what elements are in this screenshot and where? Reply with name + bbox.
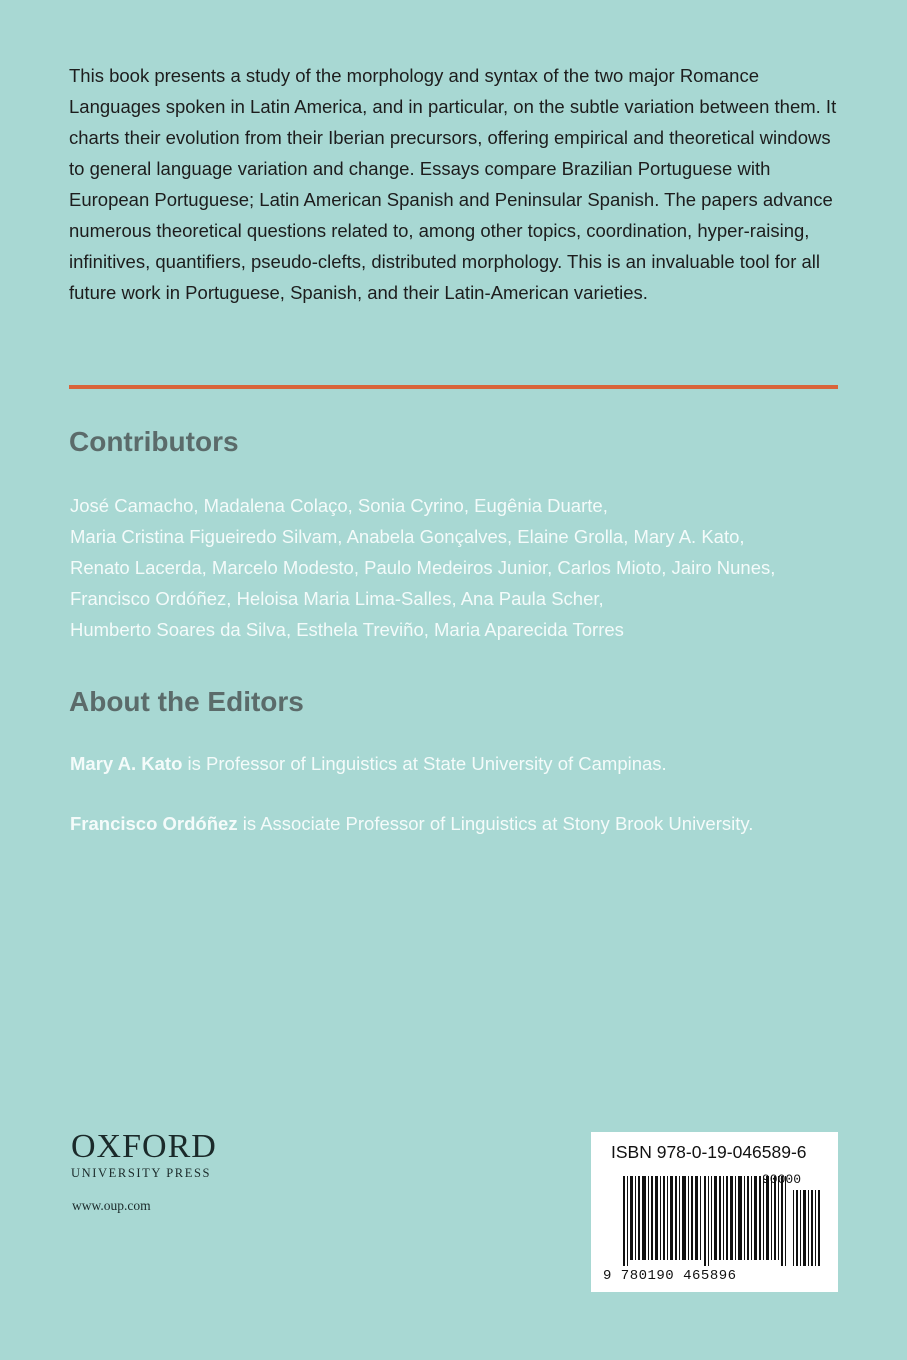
publisher-logo-subtitle: UNIVERSITY PRESS <box>71 1166 212 1180</box>
editor-name: Francisco Ordóñez <box>70 813 238 834</box>
publisher-url: www.oup.com <box>72 1198 151 1213</box>
book-description: This book presents a study of the morphology and syntax of the two major Romance Languages spoken in Latin America, and in particular, on the subtle variation between them. It charts their evolution from their Iberian precursors, offering empirical and theoretical windows to general language variation and change. Essays compare Brazilian Portuguese with European Portuguese; Latin American Spanish and Peninsular Spanish. The papers advance numerous theoretical questions related to, among other topics, coordination, hyper-raising, infinitives, quantifiers, pseudo-clefts, distributed morphology. This is an invaluable tool for all future work in Portuguese, Spanish, and their Latin-American varieties. <box>69 65 837 303</box>
barcode-panel <box>591 1132 838 1292</box>
contributors-list <box>70 490 860 645</box>
contributors-heading: Contributors <box>69 426 239 457</box>
editor-bio <box>70 813 870 835</box>
isbn-label: ISBN 978-0-19-046589-6 <box>611 1142 807 1162</box>
editor-description: is Professor of Linguistics at State University of Campinas. <box>182 753 667 774</box>
contributors-line: José Camacho, Madalena Colaço, Sonia Cyrino, Eugênia Duarte, <box>70 495 608 516</box>
editor-bio <box>70 753 870 775</box>
publisher-logo <box>71 1130 217 1181</box>
publisher-logo-word: OXFORD <box>71 1128 217 1165</box>
editors-heading: About the Editors <box>69 686 304 717</box>
price-code: 90000 <box>762 1172 802 1187</box>
ean-barcode <box>621 1176 821 1266</box>
ean-digits: 9 780190 465896 <box>603 1268 737 1284</box>
contributors-line: Francisco Ordóñez, Heloisa Maria Lima-Salles, Ana Paula Scher, <box>70 588 604 609</box>
contributors-line: Maria Cristina Figueiredo Silvam, Anabela Gonçalves, Elaine Grolla, Mary A. Kato, <box>70 526 745 547</box>
contributors-line: Humberto Soares da Silva, Esthela Treviño, Maria Aparecida Torres <box>70 619 624 640</box>
contributors-line: Renato Lacerda, Marcelo Modesto, Paulo Medeiros Junior, Carlos Mioto, Jairo Nunes, <box>70 557 776 578</box>
section-divider <box>69 385 838 389</box>
editor-name: Mary A. Kato <box>70 753 183 774</box>
editor-description: is Associate Professor of Linguistics at Stony Brook University. <box>237 813 754 834</box>
